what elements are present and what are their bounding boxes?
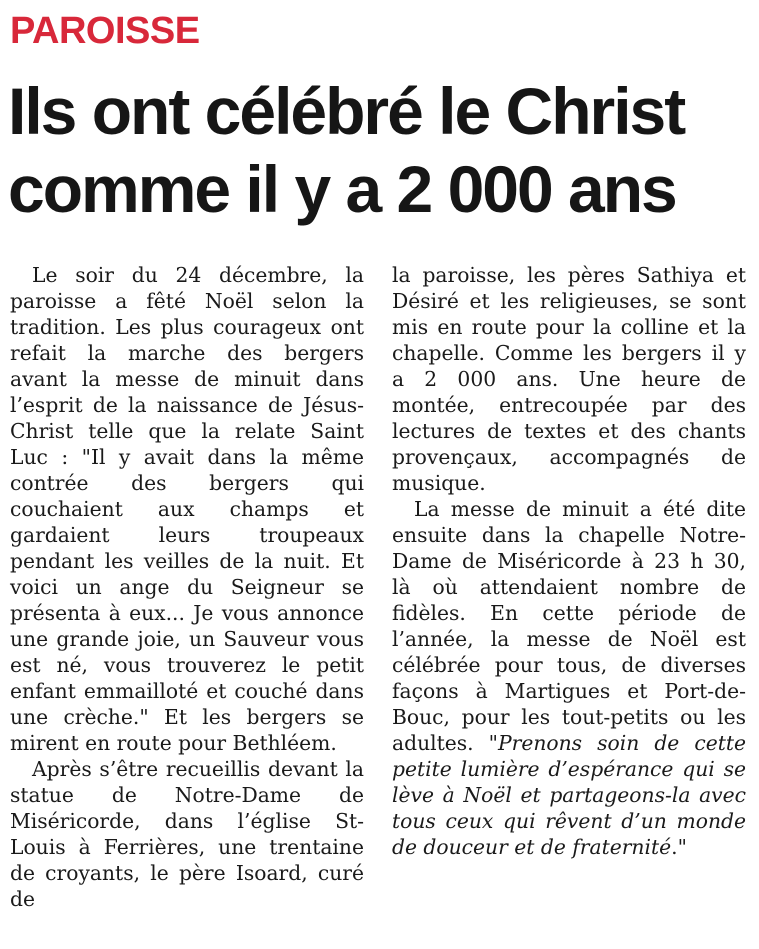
closing-quote-end: ." [671,835,687,859]
article-headline: Ils ont célébré le Christ comme il y a 2 000 ans [8,74,685,226]
paragraph-2: Après s’être recueillis devant la statue de Notre-Dame de Miséricorde, dans l’église St-Louis à Ferrières, une trentaine de croyants, le père Isoard, curé de [10,757,364,911]
closing-quote: Prenons soin de cette petite lumière d’espérance qui se lève à Noël et partageons-la avec tous ceux qui rêvent d’un monde de douceur et de fraternité [392,731,746,859]
paragraph-3-text: La messe de minuit a été dite ensuite dans la chapelle Notre-Dame de Miséricorde à 23 h 30, là où attendaient nombre de fidèles. En cette période de l’année, la messe de Noël est célébrée pour tous, de diverses façons à Martigues et Port-de-Bouc, pour les tout-petits ou les adultes. " [392,497,746,755]
paragraph-2-continued: la paroisse, les pères Sathiya et Désiré et les religieuses, se sont mis en route pour la colline et la chapelle. Comme les bergers il y a 2 000 ans. Une heure de montée, entrecoupée par des lectures de textes et des chants provençaux, accompagnés de musique. [392,263,746,495]
section-kicker: PAROISSE [10,10,200,52]
article-column-right [392,262,746,860]
paragraph-3 [392,496,746,860]
paragraph-1: Le soir du 24 décembre, la paroisse a fêté Noël selon la tradition. Les plus courageux ont refait la marche des bergers avant la messe de minuit dans l’esprit de la naissance de Jésus-Christ telle que la relate Saint Luc : "Il y avait dans la même contrée des bergers qui couchaient aux champs et gardaient leurs troupeaux pendant les veilles de la nuit. Et voici un ange du Seigneur se présenta à eux... Je vous annonce une grande joie, un Sauveur vous est né, vous trouverez le petit enfant emmailloté et couché dans une crèche." Et les bergers se mirent en route pour Bethléem. [10,263,364,755]
article-column-left [10,262,364,912]
